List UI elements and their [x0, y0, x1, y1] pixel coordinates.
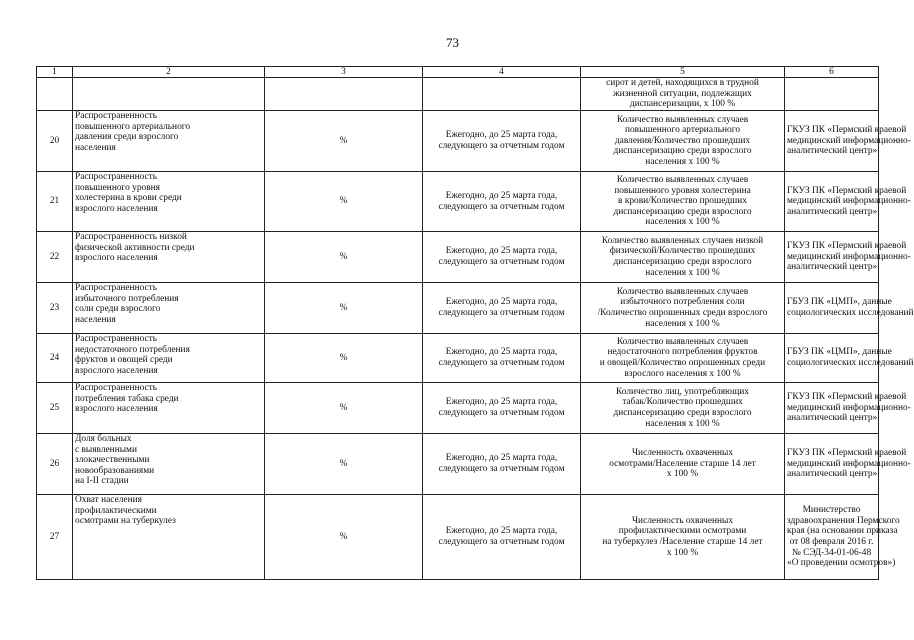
source-line: аналитический центр» — [787, 206, 878, 217]
formula-line: диспансеризации, х 100 % — [629, 99, 736, 110]
period-cell — [423, 495, 581, 580]
source-line: аналитический центр» — [787, 262, 878, 273]
formula-cell — [581, 232, 785, 283]
column-number: 6 — [785, 67, 879, 78]
formula-line: /Количество опрошенных среди взрослого — [597, 308, 768, 318]
indicator-line: населения — [75, 142, 116, 153]
column-number-row — [37, 67, 879, 78]
table-row — [37, 383, 879, 434]
period-line: следующего за отчетным годом — [438, 201, 565, 212]
formula-line: жизненной ситуации, подлежащих — [613, 88, 752, 99]
indicator-line: Доля больных — [75, 434, 132, 444]
formula-line: и овощей/Количество опрошенных среди — [599, 358, 766, 368]
period-line: следующего за отчетным годом — [438, 358, 565, 368]
formula-line: недостаточного потребления фруктов — [607, 347, 758, 358]
source-line: социологических исследований — [787, 308, 914, 318]
source-line: здравоохранения Пермского — [787, 515, 900, 526]
page-number: 73 — [446, 35, 459, 50]
period-cell — [423, 111, 581, 172]
indicator-line: избыточного потребления — [75, 293, 179, 304]
period-line: следующего за отчетным годом — [438, 308, 565, 318]
table-row — [37, 283, 879, 334]
formula-line: на туберкулез /Население старше 14 лет — [602, 537, 763, 547]
source-cell — [785, 495, 900, 580]
formula-cell — [581, 172, 785, 232]
formula-line: Количество выявленных случаев низкой — [601, 235, 764, 246]
formula-cell — [581, 334, 785, 383]
indicator-line: давления среди взрослого — [75, 132, 179, 143]
source-line: ГКУЗ ПК «Пермский краевой — [787, 125, 907, 136]
unit-cell: % — [265, 172, 423, 232]
source-cell — [785, 434, 911, 495]
formula-line: взрослого населения х 100 % — [624, 368, 741, 379]
formula-line: профилактическими осмотрами — [618, 526, 747, 537]
row-number-cell: 24 — [37, 334, 73, 383]
formula-line: населения х 100 % — [645, 217, 720, 228]
source-line: ГКУЗ ПК «Пермский краевой — [787, 392, 907, 403]
formula-line: сирот и детей, находящихся в трудной — [606, 78, 759, 88]
formula-line: населения х 100 % — [645, 156, 720, 167]
row-number-cell: 26 — [37, 434, 73, 495]
unit-cell: % — [265, 495, 423, 580]
period-line: Ежегодно, до 25 марта года, — [445, 453, 558, 464]
source-line: ГКУЗ ПК «Пермский краевой — [787, 185, 907, 196]
unit-cell — [265, 78, 423, 111]
source-line: медицинский информационно- — [787, 135, 911, 146]
indicator-cell — [73, 334, 265, 383]
table-row — [37, 334, 879, 383]
row-number-cell: 21 — [37, 172, 73, 232]
period-line: следующего за отчетным годом — [438, 464, 565, 474]
indicator-line: Распространенность — [75, 172, 158, 182]
formula-line: в крови/Количество прошедших — [618, 196, 747, 207]
indicator-line: осмотрами на туберкулез — [75, 516, 176, 527]
indicator-line: Распространенность — [75, 334, 158, 344]
unit-cell: % — [265, 232, 423, 283]
period-line: Ежегодно, до 25 марта года, — [445, 246, 558, 257]
formula-line: давления/Количество прошедших — [614, 135, 751, 146]
indicator-line: холестерина в крови среди — [75, 193, 182, 204]
source-line: аналитический центр» — [787, 413, 878, 424]
column-number: 2 — [73, 67, 265, 78]
source-cell — [785, 232, 911, 283]
formula-line: населения х 100 % — [645, 267, 720, 278]
source-line: медицинский информационно- — [787, 458, 911, 469]
row-number-cell: 27 — [37, 495, 73, 580]
formula-line: Количество выявленных случаев — [616, 114, 749, 125]
formula-line: населения х 100 % — [645, 318, 720, 329]
indicator-line: взрослого населения — [75, 365, 158, 376]
formula-line: Численность охваченных — [631, 515, 734, 526]
period-line: Ежегодно, до 25 марта года, — [445, 190, 558, 201]
table-row — [37, 111, 879, 172]
formula-line: диспансеризацию среди взрослого — [613, 146, 752, 157]
period-line: следующего за отчетным годом — [438, 537, 565, 547]
table-row — [37, 172, 879, 232]
indicator-line: повышенного артериального — [75, 121, 191, 132]
indicator-line: взрослого населения — [75, 404, 158, 415]
period-cell — [423, 232, 581, 283]
indicator-cell — [73, 383, 265, 434]
indicator-cell — [73, 78, 265, 111]
source-cell — [785, 334, 914, 383]
formula-line: Количество выявленных случаев — [616, 286, 749, 297]
source-line: № СЭД-34-01-06-48 — [791, 547, 872, 558]
period-cell — [423, 334, 581, 383]
indicator-line: новообразованиями — [75, 465, 155, 476]
formula-line: Количество лиц, употребляющих — [616, 386, 749, 397]
formula-line: табак/Количество прошедших — [622, 397, 743, 408]
period-line: следующего за отчетным годом — [438, 141, 565, 151]
formula-line: избыточного потребления соли — [620, 297, 745, 308]
formula-cell — [581, 434, 785, 495]
unit-cell: % — [265, 383, 423, 434]
indicator-cell — [73, 111, 265, 172]
unit-cell: % — [265, 111, 423, 172]
row-number-cell: 22 — [37, 232, 73, 283]
source-cell — [785, 172, 911, 232]
formula-line: Численность охваченных — [631, 448, 734, 459]
formula-line: х 100 % — [666, 469, 699, 480]
source-line: медицинский информационно- — [787, 196, 911, 207]
indicators-table — [36, 66, 914, 580]
source-line: Министерство — [802, 505, 861, 516]
column-number: 5 — [581, 67, 785, 78]
continuation-row — [37, 78, 879, 111]
source-line: аналитический центр» — [787, 146, 878, 157]
formula-line: повышенного уровня холестерина — [614, 185, 751, 196]
source-line: ГКУЗ ПК «Пермский краевой — [787, 241, 907, 252]
period-line: Ежегодно, до 25 марта года, — [445, 130, 558, 141]
formula-line: повышенного артериального — [624, 125, 741, 136]
source-cell — [785, 111, 911, 172]
indicator-line: на I-II стадии — [75, 476, 129, 487]
row-number-cell: 23 — [37, 283, 73, 334]
indicator-line: с выявленными — [75, 444, 137, 455]
indicator-cell — [73, 495, 265, 580]
formula-line: Количество выявленных случаев — [616, 336, 749, 347]
source-line: социологических исследований — [787, 358, 914, 368]
indicator-line: Распространенность — [75, 383, 158, 393]
formula-cell — [581, 78, 785, 111]
period-line: Ежегодно, до 25 марта года, — [445, 347, 558, 358]
source-cell — [785, 78, 879, 111]
column-number: 4 — [423, 67, 581, 78]
formula-line: населения х 100 % — [645, 418, 720, 429]
indicator-line: Охват населения — [75, 495, 142, 505]
formula-line: диспансеризацию среди взрослого — [613, 257, 752, 267]
period-line: следующего за отчетным годом — [438, 257, 565, 267]
indicator-line: взрослого населения — [75, 203, 158, 214]
indicator-line: Распространенность низкой — [75, 232, 187, 242]
period-line: Ежегодно, до 25 марта года, — [445, 526, 558, 537]
indicator-cell — [73, 232, 265, 283]
unit-cell: % — [265, 334, 423, 383]
source-cell — [785, 283, 914, 334]
row-number-cell: 25 — [37, 383, 73, 434]
table-row — [37, 434, 879, 495]
formula-cell — [581, 383, 785, 434]
source-line: края (на основании приказа — [787, 526, 898, 537]
indicator-line: Распространенность — [75, 111, 158, 121]
indicator-line: злокачественными — [75, 455, 150, 466]
indicator-line: недостаточного потребления — [75, 344, 190, 355]
indicator-line: фруктов и овощей среди — [75, 355, 173, 366]
formula-line: х 100 % — [666, 547, 699, 558]
column-number: 1 — [37, 67, 73, 78]
formula-line: диспансеризацию среди взрослого — [613, 206, 752, 217]
period-line: следующего за отчетным годом — [438, 408, 565, 418]
formula-line: диспансеризацию среди взрослого — [613, 408, 752, 418]
table-row — [37, 495, 879, 580]
source-line: от 08 февраля 2016 г. — [789, 537, 874, 547]
indicator-line: потребления табака среди — [75, 393, 179, 404]
period-line: Ежегодно, до 25 марта года, — [445, 397, 558, 408]
period-cell — [423, 434, 581, 495]
table-row — [37, 232, 879, 283]
formula-line: осмотрами/Население старше 14 лет — [609, 458, 756, 469]
formula-cell — [581, 283, 785, 334]
indicator-line: физической активности среди — [75, 242, 195, 253]
unit-cell: % — [265, 283, 423, 334]
column-number: 3 — [265, 67, 423, 78]
formula-cell — [581, 495, 785, 580]
source-cell — [785, 383, 911, 434]
indicator-cell — [73, 434, 265, 495]
unit-cell: % — [265, 434, 423, 495]
source-line: «О проведении осмотров») — [787, 558, 896, 569]
source-line: ГБУЗ ПК «ЦМП», данные — [787, 297, 892, 308]
indicator-cell — [73, 283, 265, 334]
indicator-cell — [73, 172, 265, 232]
period-line: Ежегодно, до 25 марта года, — [445, 297, 558, 308]
formula-line: Количество выявленных случаев — [616, 175, 749, 186]
indicator-line: населения — [75, 314, 116, 325]
row-number-cell: 20 — [37, 111, 73, 172]
indicator-line: соли среди взрослого — [75, 304, 161, 315]
period-cell — [423, 383, 581, 434]
formula-cell — [581, 111, 785, 172]
period-cell — [423, 172, 581, 232]
indicator-line: взрослого населения — [75, 253, 158, 264]
source-line: ГКУЗ ПК «Пермский краевой — [787, 448, 907, 459]
indicator-line: профилактическими — [75, 505, 157, 516]
source-line: ГБУЗ ПК «ЦМП», данные — [787, 347, 892, 358]
row-number-cell — [37, 78, 73, 111]
source-line: аналитический центр» — [787, 469, 878, 480]
indicator-line: повышенного уровня — [75, 182, 160, 193]
source-line: медицинский информационно- — [787, 251, 911, 262]
period-cell — [423, 78, 581, 111]
formula-line: физической/Количество прошедших — [609, 246, 756, 257]
source-line: медицинский информационно- — [787, 402, 911, 413]
indicator-line: Распространенность — [75, 283, 158, 293]
period-cell — [423, 283, 581, 334]
